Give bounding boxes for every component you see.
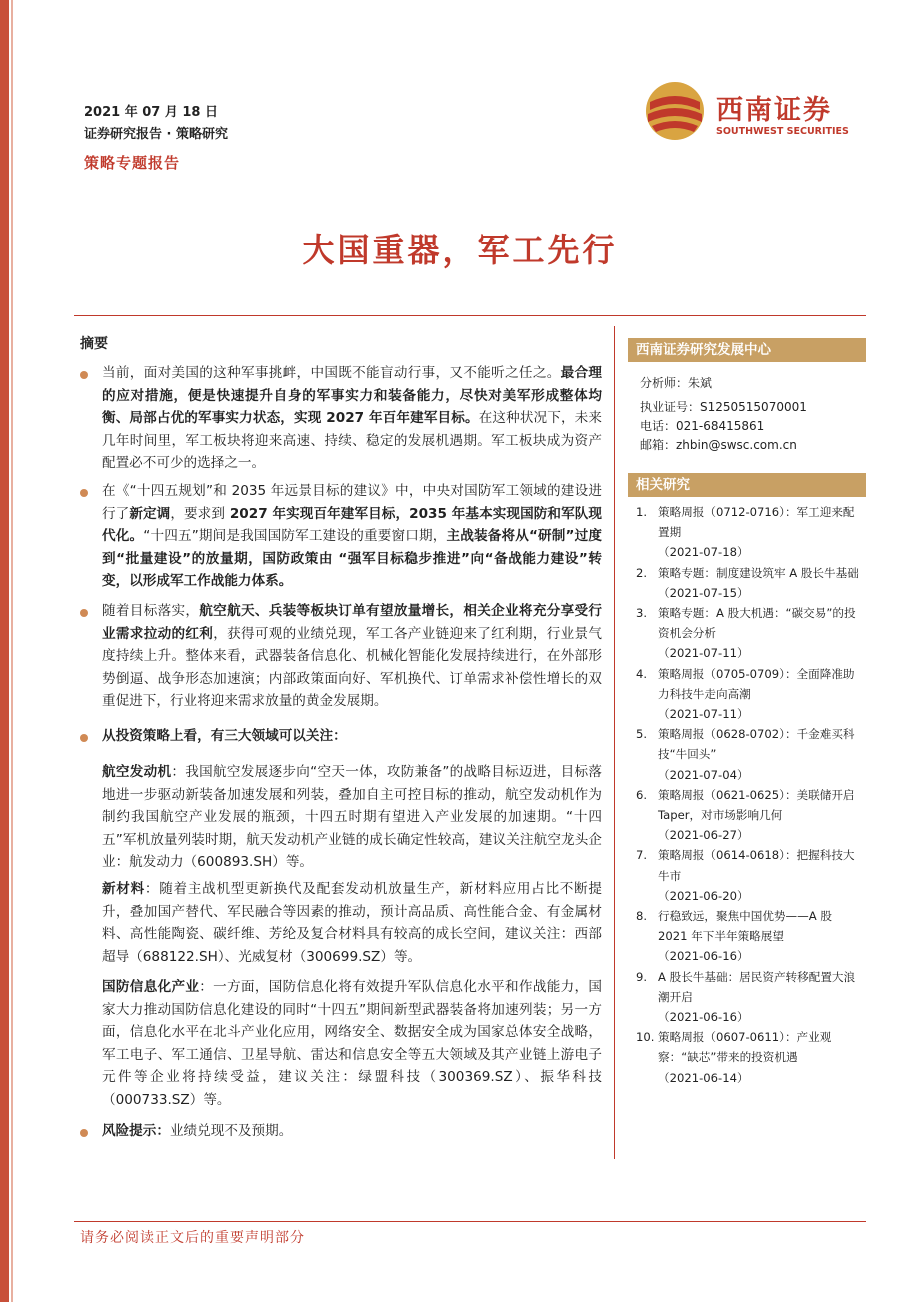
- related-item-title: 策略专题：制度建设筑牢 A 股长牛基础: [658, 565, 859, 580]
- related-item-number: 8.: [636, 909, 648, 924]
- text-span: ：随着主战机型更新换代及配套发动机放量生产，新材料应用占比不断提升，叠加国产替代、军民融合等因素的推动，预计高品质、高性能合金、有金属材料、高性能陶瓷、碳纤维、芳纶及复合材料具有较高的成长空间，建议关注：西部超导（688122.SH）、光威复材（300699.SZ）等。: [102, 881, 603, 965]
- footer-disclaimer: 请务必阅读正文后的重要声明部分: [80, 1230, 305, 1246]
- related-research-header: 相关研究: [628, 473, 866, 497]
- bullet-icon: [80, 489, 88, 497]
- report-subtitle: 策略专题报告: [84, 154, 181, 172]
- bullet-icon: [80, 1129, 88, 1137]
- related-research-item[interactable]: [636, 664, 864, 725]
- bold-span: 风险提示：: [102, 1123, 170, 1139]
- abstract-paragraph-4: [102, 725, 602, 748]
- logo-name-en: SOUTHWEST SECURITIES: [716, 126, 849, 137]
- abstract-heading: 摘要: [80, 336, 108, 352]
- related-item-number: 6.: [636, 787, 648, 802]
- related-item-title: 策略专题：A 股大机遇：“碳交易”的投资机会分析: [658, 606, 856, 641]
- text-span: ，要求到: [170, 505, 226, 522]
- footer-rule: [74, 1221, 866, 1222]
- text-span: ：我国航空发展逐步向“空天一体，攻防兼备”的战略目标迈进，目标落地进一步驱动新装备加速发展和列装，叠加自主可控目标的推动，航空发动机作为制约我国航空产业发展的瓶颈，十四五时期有望进入产业发展的加速期。“十四五”军机放量列装时期，航天发动机产业链的成长确定性较高，建议关注航空龙头企业：航发动力（600893.SH）等。: [102, 764, 602, 871]
- left-accent-line: [11, 0, 13, 1302]
- related-item-number: 9.: [636, 969, 648, 984]
- analyst-phone: 电话：021-68415861: [640, 419, 765, 433]
- text-span: 在《“十四五规划”和 2035 年远景目标的建议》中，中央对国防军工领域的建设进行了: [102, 483, 602, 522]
- bullet-icon: [80, 609, 88, 617]
- related-item-date: （2021-07-18）: [658, 545, 749, 560]
- text-span: ，获得可观的业绩兑现，军工各产业链迎来了红利期，行业景气度持续上升。整体来看，武器装备信息化、机械化智能化发展持续进行，在外部形势倒逼、战争形态加速演；内部政策面向好、军机换代、订单需求补偿性增长的双重促进下，行业将迎来需求放量的黄金发展期。: [102, 625, 603, 710]
- related-item-date: （2021-06-14）: [658, 1070, 749, 1085]
- abstract-paragraph-3: [102, 600, 602, 713]
- related-item-title: 策略周报（0705-0709）：全面降准助力科技牛走向高潮: [658, 666, 855, 701]
- analyst-email[interactable]: 邮箱：zhbin@swsc.com.cn: [640, 438, 797, 452]
- related-item-number: 3.: [636, 606, 648, 621]
- related-item-date: （2021-07-11）: [658, 646, 749, 661]
- related-item-date: （2021-07-15）: [658, 585, 749, 600]
- related-item-date: （2021-07-04）: [658, 767, 749, 782]
- bold-span: 航空发动机: [102, 764, 172, 780]
- text-span: ：一方面，国防信息化将有效提升军队信息化水平和作战能力，国家大力推动国防信息化建设的同时“十四五”期间新型武器装备将加速列装；另一方面，信息化水平在北斗产业化应用，网络安全、数据安全成为国家总体安全战略，军工电子、军工通信、卫星导航、雷达和信息安全等五大领域及其产业链上游电子元件等企业将持续受益，建议关注：绿盟科技（300369.SZ）、振华科技（000733.SZ）等。: [102, 979, 602, 1108]
- related-research-item[interactable]: [636, 1027, 864, 1088]
- logo-emblem-icon: [644, 80, 706, 142]
- related-item-date: （2021-06-16）: [658, 1010, 749, 1025]
- related-item-title: 策略周报（0607-0611）：产业观察：“缺芯”带来的投资机遇: [658, 1030, 832, 1065]
- related-item-number: 1.: [636, 505, 648, 519]
- bold-span: 国防信息化产业: [102, 979, 200, 995]
- text-span: 业绩兑现不及预期。: [169, 1123, 293, 1139]
- related-research-item[interactable]: [636, 906, 864, 967]
- related-item-date: （2021-06-16）: [658, 949, 749, 964]
- focus-area-aero-engine: [102, 761, 602, 874]
- header-rule: [74, 315, 866, 316]
- bullet-icon: [80, 371, 88, 379]
- related-item-title: 策略周报（0628-0702）：千金难买科技“牛回头”: [658, 727, 855, 762]
- bullet-icon: [80, 734, 88, 742]
- related-research-item[interactable]: [636, 845, 864, 906]
- abstract-paragraph-1: [102, 362, 602, 475]
- related-item-title: 策略周报（0621-0625）：美联储开启 Taper，对市场影响几何: [658, 787, 855, 823]
- focus-area-defense-info: [102, 976, 602, 1112]
- bold-span: 航空航天、兵装等板块订单有望放量增长，相关企业将充分享受行业需求拉动的红利: [102, 603, 602, 642]
- related-item-number: 5.: [636, 727, 648, 742]
- related-item-number: 4.: [636, 666, 648, 681]
- analyst-name: 分析师：朱斌: [640, 376, 713, 390]
- bold-span: 2027 年实现百年建军目标，2035 年基本实现国防和军队现代化。: [102, 505, 603, 545]
- abstract-paragraph-2: [102, 480, 602, 593]
- related-item-date: （2021-07-11）: [658, 707, 749, 722]
- logo-name-cn: 西南证券: [716, 95, 832, 126]
- left-accent-bar: [0, 0, 9, 1302]
- risk-warning: [102, 1120, 602, 1143]
- related-research-item[interactable]: [636, 563, 864, 603]
- bold-span: 从投资策略上看，有三大领域可以关注：: [102, 728, 347, 744]
- related-item-date: （2021-06-20）: [658, 888, 749, 903]
- related-research-item[interactable]: [636, 502, 864, 563]
- related-research-item[interactable]: [636, 724, 864, 785]
- related-item-number: 7.: [636, 848, 648, 863]
- focus-area-new-materials: [102, 878, 602, 968]
- bold-span: 主战装备将从“研制”过度到“批量建设”的放量期，国防政策由 “强军目标稳步推进”向“备战能力建设”转变，以形成军工作战能力体系。: [102, 528, 602, 590]
- text-span: 在这种状况下，未来几年时间里，军工板块将迎来高速、持续、稳定的发展机遇期。军工板块成为资产配置必不可少的选择之一。: [102, 410, 602, 472]
- related-item-title: A 股长牛基础：居民资产转移配置大浪潮开启: [658, 969, 856, 1004]
- related-item-number: 10.: [636, 1030, 655, 1045]
- related-item-title: 策略周报（0614-0618）：把握科技大牛市: [658, 848, 855, 883]
- column-divider: [614, 326, 615, 1159]
- text-span: “十四五”期间是我国国防军工建设的重要窗口期，: [143, 528, 447, 545]
- related-research-item[interactable]: [636, 603, 864, 664]
- text-span: 随着目标落实，: [102, 603, 200, 619]
- bold-span: 新材料: [102, 881, 145, 897]
- related-item-date: （2021-06-27）: [658, 828, 749, 843]
- bold-span: 最合理的应对措施，便是快速提升自身的军事实力和装备能力，尽快对美军形成整体均衡、局部占优的军事实力状态，实现 2027 年百年建军目标。: [102, 365, 602, 427]
- related-item-title: 策略周报（0712-0716）：军工迎来配置期: [658, 505, 855, 540]
- report-date: 2021 年 07 月 18 日: [84, 105, 218, 120]
- related-item-number: 2.: [636, 565, 648, 580]
- text-span: 当前，面对美国的这种军事挑衅，中国既不能盲动行事，又不能听之任之。: [102, 365, 561, 381]
- research-center-header: 西南证券研究发展中心: [628, 338, 866, 362]
- related-research-item[interactable]: [636, 967, 864, 1028]
- related-research-list: [636, 502, 864, 1088]
- report-title: 大国重器，军工先行: [302, 231, 618, 269]
- company-logo: [640, 80, 860, 144]
- bold-span: 新定调: [129, 505, 171, 522]
- analyst-license: 执业证号：S1250515070001: [640, 400, 807, 414]
- related-item-title: 行稳致远，聚焦中国优势——A 股 2021 年下半年策略展望: [658, 909, 832, 944]
- report-type: 证券研究报告 · 策略研究: [84, 127, 228, 142]
- related-research-item[interactable]: [636, 785, 864, 846]
